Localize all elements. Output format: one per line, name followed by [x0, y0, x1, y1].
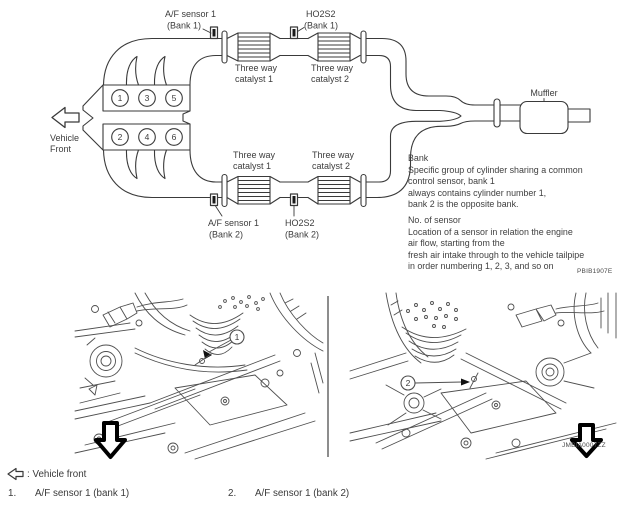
leader-line — [415, 382, 462, 383]
figure-code-bottom: JMBIA0007ZZ — [562, 442, 606, 449]
catalyst1-upper-label-line1: Three way — [235, 63, 278, 73]
note-line: control sensor, bank 1 — [408, 176, 495, 187]
vehicle-front-label-line1: Vehicle — [50, 133, 80, 143]
cylinder-number-3: 3 — [144, 93, 150, 103]
cylinder-number-6: 6 — [171, 132, 177, 142]
note-line: fresh air intake through to the vehicle tailpipe — [408, 249, 585, 260]
note-line: Bank — [408, 153, 429, 163]
note-line: air flow, starting from the — [408, 238, 505, 249]
flange — [361, 31, 366, 63]
engine-block — [83, 57, 190, 179]
flange — [494, 99, 500, 127]
ho2s2-bank2-label-line1: HO2S2 — [285, 218, 315, 228]
vehicle-front-down-arrow-icon — [96, 423, 125, 457]
callout-2-badge — [401, 376, 415, 390]
callout-2-number: 2 — [405, 378, 411, 389]
speckle-dots — [407, 302, 458, 329]
vehicle-front-arrow-icon — [50, 108, 79, 155]
muffler-body — [520, 102, 568, 134]
catalyst2-upper-label-line1: Three way — [311, 63, 354, 73]
location-photo-bank1 — [75, 293, 323, 459]
vehicle-front-down-arrow-icon — [572, 425, 601, 456]
af-sensor-1-bank2-label-line1: A/F sensor 1 — [208, 218, 260, 228]
catalyst2-lower-label-line1: Three way — [312, 150, 355, 160]
flange — [222, 175, 227, 207]
speckle-dots — [219, 296, 265, 311]
upper-exhaust-branch — [104, 9, 367, 85]
catalyst1-upper-label-line2: catalyst 1 — [235, 74, 274, 84]
callout-1-number: 1 — [234, 332, 240, 343]
tailpipe — [568, 109, 590, 122]
note-line: Location of a sensor in relation the engine — [408, 226, 573, 237]
flange — [222, 31, 227, 63]
three-way-catalyst-2-lower — [308, 177, 360, 205]
ho2s2-bank1-label-line1: HO2S2 — [306, 9, 336, 19]
af-sensor-1-bank1-label-line1: A/F sensor 1 — [165, 9, 217, 19]
af-sensor-1-bank1-label-line2: (Bank 1) — [167, 20, 202, 31]
sensor-pointer-arrow — [461, 379, 470, 386]
cylinder-number-2: 2 — [117, 132, 123, 142]
ho2s2-bank1-label-line2: (Bank 1) — [304, 20, 339, 31]
af-sensor-1-bank2-label-line2: (Bank 2) — [209, 229, 244, 240]
note-line: Specific group of cylinder sharing a common — [408, 164, 583, 175]
lower-exhaust-branch — [104, 150, 367, 240]
sensor-notes-block — [408, 215, 623, 273]
three-way-catalyst-1-upper — [227, 33, 280, 61]
photo-divider — [327, 296, 329, 457]
ho2s2-bank1-marker — [291, 27, 298, 39]
cylinder-circles — [112, 90, 183, 146]
catalyst2-lower-label-line2: catalyst 2 — [312, 161, 351, 171]
note-line: No. of sensor — [408, 214, 461, 225]
catalyst1-lower-label-line1: Three way — [233, 150, 276, 160]
callout-1-badge — [230, 330, 244, 344]
bank-notes-block — [408, 153, 623, 273]
figure-code-top: PBIB1907E — [577, 268, 613, 275]
cylinder-number-5: 5 — [171, 93, 177, 103]
vehicle-front-legend-arrow-icon — [6, 467, 26, 482]
legend-item-2-label: A/F sensor 1 (bank 2) — [255, 488, 350, 499]
vehicle-front-label-line2: Front — [50, 144, 72, 154]
ho2s2-bank2-label-line2: (Bank 2) — [285, 229, 320, 240]
note-line: always contains cylinder number 1, — [408, 187, 547, 198]
note-line: bank 2 is the opposite bank. — [408, 199, 519, 210]
af-sensor-1-bank1-marker — [211, 27, 218, 39]
legend-item-2-number: 2. — [228, 488, 237, 499]
af-sensor-1-bank2-marker — [211, 194, 218, 206]
legend-item-1-label: A/F sensor 1 (bank 1) — [35, 488, 130, 499]
catalyst1-lower-label-line2: catalyst 1 — [233, 161, 272, 171]
note-line: in order numbering 1, 2, 3, and so on — [408, 261, 554, 272]
location-photo-bank2 — [346, 293, 622, 459]
engine-bay-line-art-right — [350, 293, 616, 459]
vehicle-front-legend-label: : Vehicle front — [27, 469, 87, 480]
cylinder-number-4: 4 — [144, 132, 150, 142]
leader-line — [209, 340, 231, 352]
ho2s2-bank2-marker — [291, 194, 298, 206]
muffler-label: Muffler — [530, 88, 558, 98]
leader-line — [216, 206, 223, 216]
flange — [361, 175, 366, 207]
legend-item-1-number: 1. — [8, 488, 17, 499]
catalyst2-upper-label-line2: catalyst 2 — [311, 74, 350, 84]
cylinder-number-1: 1 — [117, 93, 123, 103]
three-way-catalyst-2-upper — [308, 33, 360, 61]
three-way-catalyst-1-lower — [227, 177, 280, 205]
leader-line — [203, 29, 211, 33]
